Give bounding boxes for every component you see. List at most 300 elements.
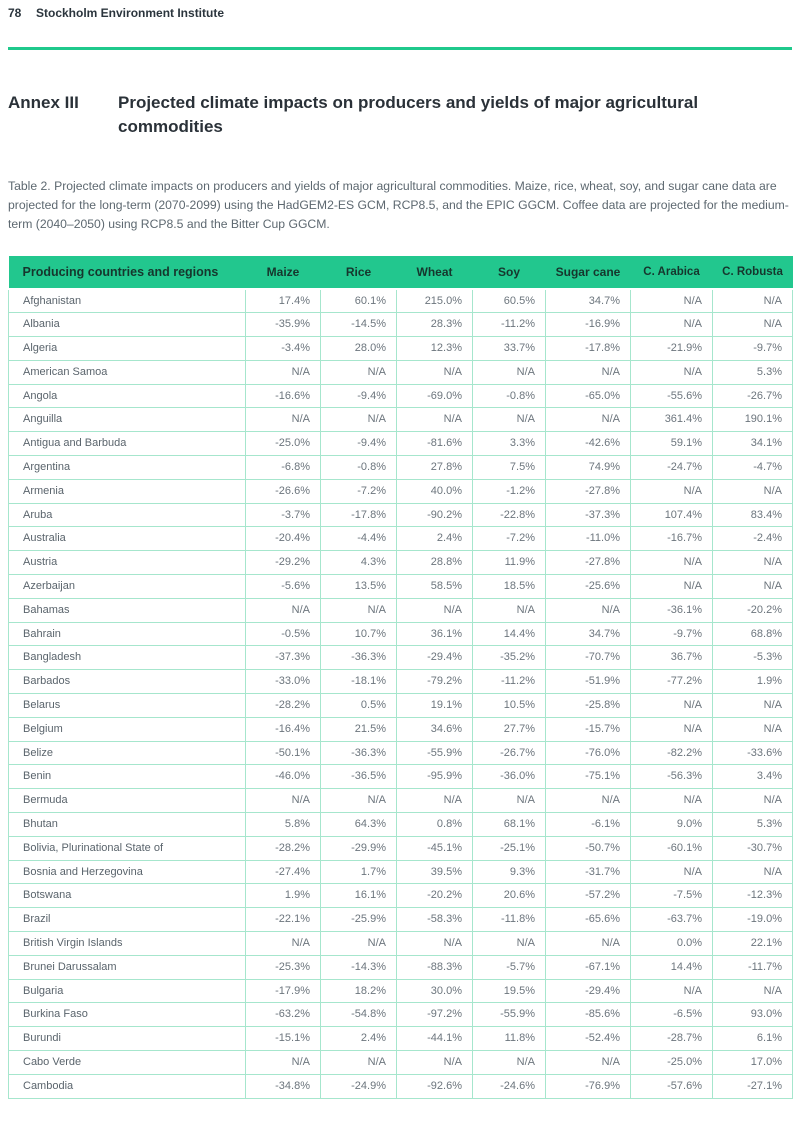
value-cell: 27.7% <box>473 717 546 741</box>
table-row <box>9 741 793 765</box>
value-cell: -42.6% <box>546 432 631 456</box>
value-cell: -65.0% <box>546 384 631 408</box>
accent-rule-divider <box>8 47 792 50</box>
value-cell: -0.5% <box>246 622 321 646</box>
value-cell: -11.7% <box>713 955 793 979</box>
value-cell: 30.0% <box>397 979 473 1003</box>
country-cell: Bulgaria <box>9 979 246 1003</box>
value-cell: -57.6% <box>631 1074 713 1098</box>
value-cell: N/A <box>631 789 713 813</box>
value-cell: N/A <box>397 932 473 956</box>
value-cell: N/A <box>246 360 321 384</box>
value-cell: -60.1% <box>631 836 713 860</box>
table-row <box>9 694 793 718</box>
table-row <box>9 551 793 575</box>
page-header <box>0 0 800 20</box>
value-cell: -9.4% <box>321 432 397 456</box>
value-cell: 27.8% <box>397 456 473 480</box>
country-cell: Argentina <box>9 456 246 480</box>
value-cell: 5.8% <box>246 813 321 837</box>
value-cell: N/A <box>246 408 321 432</box>
value-cell: 93.0% <box>713 1003 793 1027</box>
value-cell: -18.1% <box>321 670 397 694</box>
value-cell: -45.1% <box>397 836 473 860</box>
table-row <box>9 408 793 432</box>
value-cell: 7.5% <box>473 456 546 480</box>
value-cell: -15.7% <box>546 717 631 741</box>
value-cell: -21.9% <box>631 337 713 361</box>
table-row <box>9 598 793 622</box>
value-cell: -57.2% <box>546 884 631 908</box>
value-cell: -95.9% <box>397 765 473 789</box>
value-cell: 4.3% <box>321 551 397 575</box>
value-cell: -69.0% <box>397 384 473 408</box>
value-cell: -30.7% <box>713 836 793 860</box>
value-cell: 9.3% <box>473 860 546 884</box>
table-row <box>9 313 793 337</box>
value-cell: 1.9% <box>246 884 321 908</box>
table-row <box>9 670 793 694</box>
value-cell: -58.3% <box>397 908 473 932</box>
table-body <box>9 289 793 1098</box>
value-cell: 36.7% <box>631 646 713 670</box>
value-cell: -36.3% <box>321 646 397 670</box>
value-cell: -26.7% <box>473 741 546 765</box>
value-cell: -25.6% <box>546 575 631 599</box>
value-cell: 2.4% <box>321 1027 397 1051</box>
value-cell: -97.2% <box>397 1003 473 1027</box>
column-header: Wheat <box>397 256 473 289</box>
value-cell: 33.7% <box>473 337 546 361</box>
value-cell: -29.9% <box>321 836 397 860</box>
value-cell: 83.4% <box>713 503 793 527</box>
value-cell: 28.8% <box>397 551 473 575</box>
value-cell: N/A <box>631 860 713 884</box>
column-header: Sugar cane <box>546 256 631 289</box>
country-cell: Benin <box>9 765 246 789</box>
table-row <box>9 717 793 741</box>
value-cell: 64.3% <box>321 813 397 837</box>
value-cell: N/A <box>246 598 321 622</box>
value-cell: -35.2% <box>473 646 546 670</box>
value-cell: 34.1% <box>713 432 793 456</box>
value-cell: N/A <box>631 551 713 575</box>
value-cell: 68.1% <box>473 813 546 837</box>
table-row <box>9 456 793 480</box>
table-row <box>9 527 793 551</box>
value-cell: 10.7% <box>321 622 397 646</box>
value-cell: -9.4% <box>321 384 397 408</box>
value-cell: -67.1% <box>546 955 631 979</box>
table-row <box>9 646 793 670</box>
country-cell: Bahamas <box>9 598 246 622</box>
value-cell: -7.2% <box>473 527 546 551</box>
value-cell: -22.8% <box>473 503 546 527</box>
value-cell: -5.6% <box>246 575 321 599</box>
country-cell: British Virgin Islands <box>9 932 246 956</box>
value-cell: -28.2% <box>246 694 321 718</box>
value-cell: -16.7% <box>631 527 713 551</box>
country-cell: Belgium <box>9 717 246 741</box>
value-cell: 18.2% <box>321 979 397 1003</box>
value-cell: -17.8% <box>321 503 397 527</box>
value-cell: 5.3% <box>713 360 793 384</box>
table-row <box>9 836 793 860</box>
value-cell: -16.4% <box>246 717 321 741</box>
value-cell: -28.7% <box>631 1027 713 1051</box>
value-cell: 16.1% <box>321 884 397 908</box>
value-cell: -11.0% <box>546 527 631 551</box>
value-cell: -24.9% <box>321 1074 397 1098</box>
table-row <box>9 765 793 789</box>
value-cell: -82.2% <box>631 741 713 765</box>
value-cell: -79.2% <box>397 670 473 694</box>
value-cell: -3.7% <box>246 503 321 527</box>
table-row <box>9 384 793 408</box>
value-cell: N/A <box>321 408 397 432</box>
value-cell: -7.2% <box>321 479 397 503</box>
value-cell: 68.8% <box>713 622 793 646</box>
value-cell: N/A <box>321 932 397 956</box>
value-cell: 28.0% <box>321 337 397 361</box>
value-cell: N/A <box>631 360 713 384</box>
value-cell: -29.4% <box>546 979 631 1003</box>
value-cell: 40.0% <box>397 479 473 503</box>
value-cell: -36.5% <box>321 765 397 789</box>
value-cell: N/A <box>473 598 546 622</box>
country-cell: Anguilla <box>9 408 246 432</box>
value-cell: N/A <box>473 408 546 432</box>
value-cell: -25.0% <box>631 1051 713 1075</box>
value-cell: 9.0% <box>631 813 713 837</box>
value-cell: 6.1% <box>713 1027 793 1051</box>
table-row <box>9 289 793 313</box>
value-cell: N/A <box>546 789 631 813</box>
value-cell: -27.4% <box>246 860 321 884</box>
value-cell: N/A <box>321 360 397 384</box>
value-cell: N/A <box>546 932 631 956</box>
value-cell: N/A <box>546 360 631 384</box>
value-cell: 74.9% <box>546 456 631 480</box>
header-row <box>9 256 793 289</box>
value-cell: -36.3% <box>321 741 397 765</box>
value-cell: -90.2% <box>397 503 473 527</box>
value-cell: -20.2% <box>713 598 793 622</box>
table-row <box>9 813 793 837</box>
column-header: Rice <box>321 256 397 289</box>
country-cell: Angola <box>9 384 246 408</box>
value-cell: -44.1% <box>397 1027 473 1051</box>
value-cell: N/A <box>321 598 397 622</box>
country-cell: Cabo Verde <box>9 1051 246 1075</box>
value-cell: 0.5% <box>321 694 397 718</box>
org-name: Stockholm Environment Institute <box>36 6 225 20</box>
table-header <box>9 256 793 289</box>
value-cell: -27.8% <box>546 479 631 503</box>
value-cell: -76.9% <box>546 1074 631 1098</box>
value-cell: -6.8% <box>246 456 321 480</box>
value-cell: -1.2% <box>473 479 546 503</box>
country-cell: Brunei Darussalam <box>9 955 246 979</box>
country-cell: Afghanistan <box>9 289 246 313</box>
value-cell: 14.4% <box>631 955 713 979</box>
annex-title: Projected climate impacts on producers and yields of major agricultural commodities <box>118 93 699 136</box>
value-cell: N/A <box>321 789 397 813</box>
table-row <box>9 479 793 503</box>
country-cell: Bangladesh <box>9 646 246 670</box>
value-cell: N/A <box>631 313 713 337</box>
value-cell: -50.1% <box>246 741 321 765</box>
value-cell: N/A <box>473 360 546 384</box>
value-cell: 17.0% <box>713 1051 793 1075</box>
value-cell: -55.9% <box>397 741 473 765</box>
country-cell: Bolivia, Plurinational State of <box>9 836 246 860</box>
value-cell: N/A <box>397 360 473 384</box>
value-cell: -29.2% <box>246 551 321 575</box>
annex-heading <box>8 91 792 139</box>
column-header: Maize <box>246 256 321 289</box>
value-cell: -25.1% <box>473 836 546 860</box>
value-cell: 11.8% <box>473 1027 546 1051</box>
value-cell: 215.0% <box>397 289 473 313</box>
value-cell: -25.0% <box>246 432 321 456</box>
value-cell: -9.7% <box>713 337 793 361</box>
value-cell: -20.4% <box>246 527 321 551</box>
table-row <box>9 360 793 384</box>
value-cell: N/A <box>546 598 631 622</box>
value-cell: -54.8% <box>321 1003 397 1027</box>
value-cell: -75.1% <box>546 765 631 789</box>
value-cell: -77.2% <box>631 670 713 694</box>
table-row <box>9 932 793 956</box>
value-cell: -7.5% <box>631 884 713 908</box>
value-cell: N/A <box>713 717 793 741</box>
value-cell: -3.4% <box>246 337 321 361</box>
value-cell: N/A <box>631 575 713 599</box>
value-cell: -34.8% <box>246 1074 321 1098</box>
value-cell: 39.5% <box>397 860 473 884</box>
value-cell: -63.2% <box>246 1003 321 1027</box>
value-cell: -37.3% <box>546 503 631 527</box>
value-cell: N/A <box>321 1051 397 1075</box>
value-cell: N/A <box>631 289 713 313</box>
value-cell: -27.1% <box>713 1074 793 1098</box>
value-cell: -16.6% <box>246 384 321 408</box>
value-cell: N/A <box>473 1051 546 1075</box>
impacts-table <box>8 256 793 1099</box>
value-cell: -36.0% <box>473 765 546 789</box>
annex-label: Annex III <box>8 93 79 112</box>
value-cell: -4.4% <box>321 527 397 551</box>
country-cell: Austria <box>9 551 246 575</box>
country-cell: Bahrain <box>9 622 246 646</box>
value-cell: -14.3% <box>321 955 397 979</box>
value-cell: -14.5% <box>321 313 397 337</box>
country-cell: American Samoa <box>9 360 246 384</box>
table-row <box>9 575 793 599</box>
value-cell: 12.3% <box>397 337 473 361</box>
country-cell: Brazil <box>9 908 246 932</box>
table-row <box>9 1003 793 1027</box>
value-cell: -52.4% <box>546 1027 631 1051</box>
value-cell: N/A <box>631 979 713 1003</box>
value-cell: 0.0% <box>631 932 713 956</box>
value-cell: 13.5% <box>321 575 397 599</box>
value-cell: 60.5% <box>473 289 546 313</box>
country-cell: Albania <box>9 313 246 337</box>
value-cell: 190.1% <box>713 408 793 432</box>
value-cell: -33.0% <box>246 670 321 694</box>
value-cell: 0.8% <box>397 813 473 837</box>
value-cell: N/A <box>246 789 321 813</box>
value-cell: -0.8% <box>473 384 546 408</box>
value-cell: 2.4% <box>397 527 473 551</box>
value-cell: 60.1% <box>321 289 397 313</box>
table-row <box>9 908 793 932</box>
page-number: 78 <box>8 6 22 20</box>
value-cell: N/A <box>713 479 793 503</box>
value-cell: 3.4% <box>713 765 793 789</box>
value-cell: -26.6% <box>246 479 321 503</box>
value-cell: 17.4% <box>246 289 321 313</box>
value-cell: -31.7% <box>546 860 631 884</box>
value-cell: 22.1% <box>713 932 793 956</box>
value-cell: N/A <box>631 694 713 718</box>
country-cell: Botswana <box>9 884 246 908</box>
value-cell: N/A <box>546 1051 631 1075</box>
value-cell: 107.4% <box>631 503 713 527</box>
value-cell: -17.9% <box>246 979 321 1003</box>
value-cell: -16.9% <box>546 313 631 337</box>
value-cell: N/A <box>631 717 713 741</box>
value-cell: 34.7% <box>546 289 631 313</box>
value-cell: -24.6% <box>473 1074 546 1098</box>
value-cell: 58.5% <box>397 575 473 599</box>
country-cell: Barbados <box>9 670 246 694</box>
table-row <box>9 1074 793 1098</box>
table-row <box>9 955 793 979</box>
value-cell: -4.7% <box>713 456 793 480</box>
country-cell: Belize <box>9 741 246 765</box>
value-cell: -22.1% <box>246 908 321 932</box>
value-cell: -27.8% <box>546 551 631 575</box>
country-cell: Bhutan <box>9 813 246 837</box>
value-cell: 34.6% <box>397 717 473 741</box>
value-cell: -63.7% <box>631 908 713 932</box>
value-cell: N/A <box>713 289 793 313</box>
value-cell: N/A <box>246 932 321 956</box>
value-cell: 19.1% <box>397 694 473 718</box>
value-cell: N/A <box>246 1051 321 1075</box>
column-header: C. Robusta <box>713 256 793 289</box>
value-cell: -56.3% <box>631 765 713 789</box>
value-cell: -6.5% <box>631 1003 713 1027</box>
value-cell: -12.3% <box>713 884 793 908</box>
value-cell: N/A <box>397 408 473 432</box>
country-cell: Antigua and Barbuda <box>9 432 246 456</box>
country-cell: Belarus <box>9 694 246 718</box>
value-cell: N/A <box>397 1051 473 1075</box>
column-header: C. Arabica <box>631 256 713 289</box>
country-cell: Burkina Faso <box>9 1003 246 1027</box>
value-cell: 1.7% <box>321 860 397 884</box>
value-cell: N/A <box>473 932 546 956</box>
value-cell: -15.1% <box>246 1027 321 1051</box>
value-cell: 28.3% <box>397 313 473 337</box>
value-cell: N/A <box>713 575 793 599</box>
country-cell: Australia <box>9 527 246 551</box>
value-cell: -70.7% <box>546 646 631 670</box>
value-cell: -11.2% <box>473 313 546 337</box>
value-cell: -81.6% <box>397 432 473 456</box>
value-cell: -51.9% <box>546 670 631 694</box>
value-cell: -28.2% <box>246 836 321 860</box>
column-header: Soy <box>473 256 546 289</box>
value-cell: N/A <box>713 979 793 1003</box>
value-cell: -76.0% <box>546 741 631 765</box>
value-cell: N/A <box>713 551 793 575</box>
value-cell: 361.4% <box>631 408 713 432</box>
value-cell: N/A <box>713 860 793 884</box>
value-cell: N/A <box>397 789 473 813</box>
value-cell: -6.1% <box>546 813 631 837</box>
table-row <box>9 860 793 884</box>
table-row <box>9 622 793 646</box>
value-cell: 5.3% <box>713 813 793 837</box>
value-cell: N/A <box>713 694 793 718</box>
table-caption: Table 2. Projected climate impacts on producers and yields of major agricultural commodities. Maize, rice, wheat, soy, and sugar cane data are projected for the long-term (2070-2099) using the HadGEM2-ES GCM, RCP8.5, and the EPIC GGCM. Coffee data are projected for the medium-term (2040–2050) using RCP8.5 and the Bitter Cup GGCM. <box>8 179 789 231</box>
country-cell: Algeria <box>9 337 246 361</box>
value-cell: -9.7% <box>631 622 713 646</box>
value-cell: -24.7% <box>631 456 713 480</box>
value-cell: N/A <box>546 408 631 432</box>
value-cell: 10.5% <box>473 694 546 718</box>
country-cell: Bermuda <box>9 789 246 813</box>
value-cell: 1.9% <box>713 670 793 694</box>
value-cell: N/A <box>713 313 793 337</box>
value-cell: -26.7% <box>713 384 793 408</box>
value-cell: -11.8% <box>473 908 546 932</box>
value-cell: 11.9% <box>473 551 546 575</box>
value-cell: -35.9% <box>246 313 321 337</box>
value-cell: 59.1% <box>631 432 713 456</box>
value-cell: -20.2% <box>397 884 473 908</box>
value-cell: 3.3% <box>473 432 546 456</box>
value-cell: 34.7% <box>546 622 631 646</box>
value-cell: -65.6% <box>546 908 631 932</box>
value-cell: 20.6% <box>473 884 546 908</box>
country-cell: Bosnia and Herzegovina <box>9 860 246 884</box>
value-cell: 14.4% <box>473 622 546 646</box>
value-cell: 18.5% <box>473 575 546 599</box>
value-cell: -0.8% <box>321 456 397 480</box>
table-row <box>9 789 793 813</box>
value-cell: -33.6% <box>713 741 793 765</box>
table-row <box>9 337 793 361</box>
value-cell: 36.1% <box>397 622 473 646</box>
table-row <box>9 1051 793 1075</box>
value-cell: -25.9% <box>321 908 397 932</box>
value-cell: -19.0% <box>713 908 793 932</box>
table-row <box>9 503 793 527</box>
value-cell: -55.9% <box>473 1003 546 1027</box>
value-cell: 21.5% <box>321 717 397 741</box>
value-cell: N/A <box>397 598 473 622</box>
country-cell: Aruba <box>9 503 246 527</box>
value-cell: -37.3% <box>246 646 321 670</box>
value-cell: -5.3% <box>713 646 793 670</box>
country-cell: Burundi <box>9 1027 246 1051</box>
